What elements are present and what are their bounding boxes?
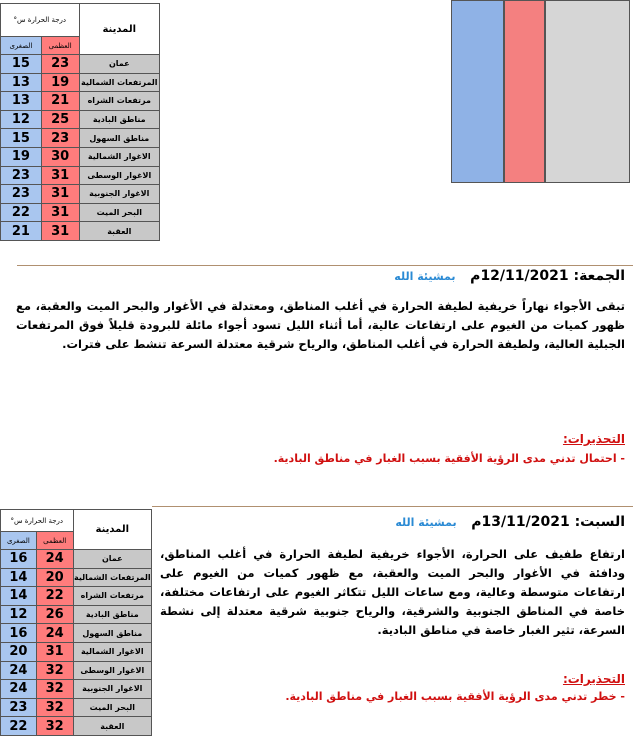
min-temp-cell: 20 — [1, 642, 37, 661]
max-temp-cell: 23 — [41, 129, 79, 148]
table-row — [1, 203, 160, 222]
table-row — [1, 55, 160, 74]
day2-warning-text: - خطر تدني مدى الرؤية الأفقية بسبب الغبار في مناطق البادية. — [285, 690, 625, 703]
temperature-header: درجة الحرارة س° — [1, 4, 80, 37]
table-row — [1, 624, 152, 643]
max-temp-cell: 23 — [41, 55, 79, 74]
min-temp-cell: 14 — [1, 587, 37, 606]
table-row — [1, 110, 160, 129]
section-divider — [152, 506, 633, 507]
max-temp-cell: 24 — [36, 624, 73, 643]
city-cell: الاغوار الشمالية — [73, 642, 151, 661]
table-row — [1, 642, 152, 661]
min-temp-cell: 13 — [1, 73, 42, 92]
city-cell: عمان — [73, 550, 151, 569]
table-row — [1, 92, 160, 111]
city-cell: الاغوار الوسطى — [79, 166, 159, 185]
day1-heading — [394, 268, 625, 284]
city-cell: مناطق البادية — [79, 110, 159, 129]
chart-bar-red — [504, 0, 545, 183]
day2-name: السبت: — [574, 514, 625, 530]
max-header: العظمى — [36, 532, 73, 550]
table-row — [1, 550, 152, 569]
max-temp-cell: 32 — [36, 698, 73, 717]
max-temp-cell: 20 — [36, 568, 73, 587]
max-temp-cell: 19 — [41, 73, 79, 92]
max-temp-cell: 32 — [36, 680, 73, 699]
city-cell: العقبة — [79, 222, 159, 241]
day1-warnings-title: التحذيرات: — [562, 432, 625, 446]
table-row — [1, 680, 152, 699]
city-cell: مناطق البادية — [73, 605, 151, 624]
table-row — [1, 73, 160, 92]
max-temp-cell: 30 — [41, 147, 79, 166]
day1-date: 12/11/2021م — [470, 268, 569, 284]
city-cell: الاغوار الجنوبية — [79, 185, 159, 204]
city-cell: البحر الميت — [79, 203, 159, 222]
day2-warnings-title: التحذيرات: — [562, 672, 625, 686]
min-temp-cell: 16 — [1, 624, 37, 643]
day1-forecast-text: تبقى الأجواء نهاراً خريفية لطيفة الحرارة في أغلب المناطق، ومعتدلة في الأغوار والبحر الميت والعقبة، مع ظهور كميات من الغيوم على ارتفاعات عالية، أما أثناء الليل تسود أجواء مائلة للبرودة قليلاً فوق المرتفعات الجبلية العالية، ولطيفة الحرارة في أغلب المناطق، والرياح شرقية معتدلة السرعة تنشط على فترات. — [16, 299, 625, 351]
min-temp-cell: 22 — [1, 717, 37, 736]
max-temp-cell: 31 — [41, 222, 79, 241]
table-row — [1, 166, 160, 185]
day1-name: الجمعة: — [573, 268, 625, 284]
city-cell: الاغوار الشمالية — [79, 147, 159, 166]
city-cell: المرتفعات الشمالية — [73, 568, 151, 587]
city-cell: مناطق السهول — [73, 624, 151, 643]
day2-date: 13/11/2021م — [471, 514, 570, 530]
max-temp-cell: 32 — [36, 717, 73, 736]
table-row — [1, 147, 160, 166]
section-divider — [17, 265, 633, 266]
temperature-table-2 — [0, 509, 152, 736]
temperature-header: درجة الحرارة س° — [1, 510, 74, 532]
table-row — [1, 568, 152, 587]
table-row — [1, 717, 152, 736]
city-cell: المرتفعات الشمالية — [79, 73, 159, 92]
table-row — [1, 129, 160, 148]
city-cell: مناطق السهول — [79, 129, 159, 148]
min-temp-cell: 12 — [1, 605, 37, 624]
min-temp-cell: 23 — [1, 698, 37, 717]
min-header: الصغرى — [1, 532, 37, 550]
min-temp-cell: 23 — [1, 185, 42, 204]
max-temp-cell: 31 — [41, 203, 79, 222]
table-row — [1, 222, 160, 241]
max-temp-cell: 25 — [41, 110, 79, 129]
table-row — [1, 698, 152, 717]
max-temp-cell: 32 — [36, 661, 73, 680]
max-temp-cell: 22 — [36, 587, 73, 606]
max-temp-cell: 21 — [41, 92, 79, 111]
min-temp-cell: 21 — [1, 222, 42, 241]
city-header: المدينة — [73, 510, 151, 550]
min-temp-cell: 15 — [1, 129, 42, 148]
max-temp-cell: 31 — [41, 185, 79, 204]
day2-heading — [395, 514, 625, 530]
min-temp-cell: 15 — [1, 55, 42, 74]
min-temp-cell: 19 — [1, 147, 42, 166]
min-temp-cell: 24 — [1, 680, 37, 699]
max-temp-cell: 31 — [36, 642, 73, 661]
day1-warning-text: - احتمال تدني مدى الرؤية الأفقية بسبب الغبار في مناطق البادية. — [273, 452, 625, 465]
min-temp-cell: 14 — [1, 568, 37, 587]
city-cell: البحر الميت — [73, 698, 151, 717]
max-temp-cell: 24 — [36, 550, 73, 569]
chart-bar-blue — [451, 0, 504, 183]
city-cell: مرتفعات الشراه — [79, 92, 159, 111]
city-header: المدينة — [79, 4, 159, 55]
day1-inshallah: بمشيئة الله — [394, 270, 456, 283]
city-cell: العقبة — [73, 717, 151, 736]
city-cell: عمان — [79, 55, 159, 74]
table-row — [1, 661, 152, 680]
min-temp-cell: 23 — [1, 166, 42, 185]
min-temp-cell: 12 — [1, 110, 42, 129]
temperature-table-1 — [0, 3, 160, 241]
city-cell: مرتفعات الشراه — [73, 587, 151, 606]
table-row — [1, 185, 160, 204]
table-row — [1, 587, 152, 606]
max-header: العظمى — [41, 37, 79, 55]
city-cell: الاغوار الجنوبية — [73, 680, 151, 699]
min-temp-cell: 16 — [1, 550, 37, 569]
min-temp-cell: 13 — [1, 92, 42, 111]
table-row — [1, 605, 152, 624]
max-temp-cell: 26 — [36, 605, 73, 624]
day2-inshallah: بمشيئة الله — [395, 516, 457, 529]
chart-bar-gray — [545, 0, 630, 183]
min-temp-cell: 24 — [1, 661, 37, 680]
min-temp-cell: 22 — [1, 203, 42, 222]
min-header: الصغرى — [1, 37, 42, 55]
max-temp-cell: 31 — [41, 166, 79, 185]
city-cell: الاغوار الوسطى — [73, 661, 151, 680]
day2-forecast-text: ارتفاع طفيف على الحرارة، الأجواء خريفية لطيفة الحرارة في أغلب المناطق، ودافئة في الأغوار والبحر الميت والعقبة، مع ظهور كميات من الغيوم على ارتفاعات متوسطة وعالية، ومع ساعات الليل تتكاثر الغيوم على ارتفاعات مختلفة، خاصة في المناطق الجنوبية والشرقية، والرياح جنوبية شرقية معتدلة إلى نشطة السرعة، تثير الغبار خاصة في مناطق البادية. — [160, 547, 625, 637]
